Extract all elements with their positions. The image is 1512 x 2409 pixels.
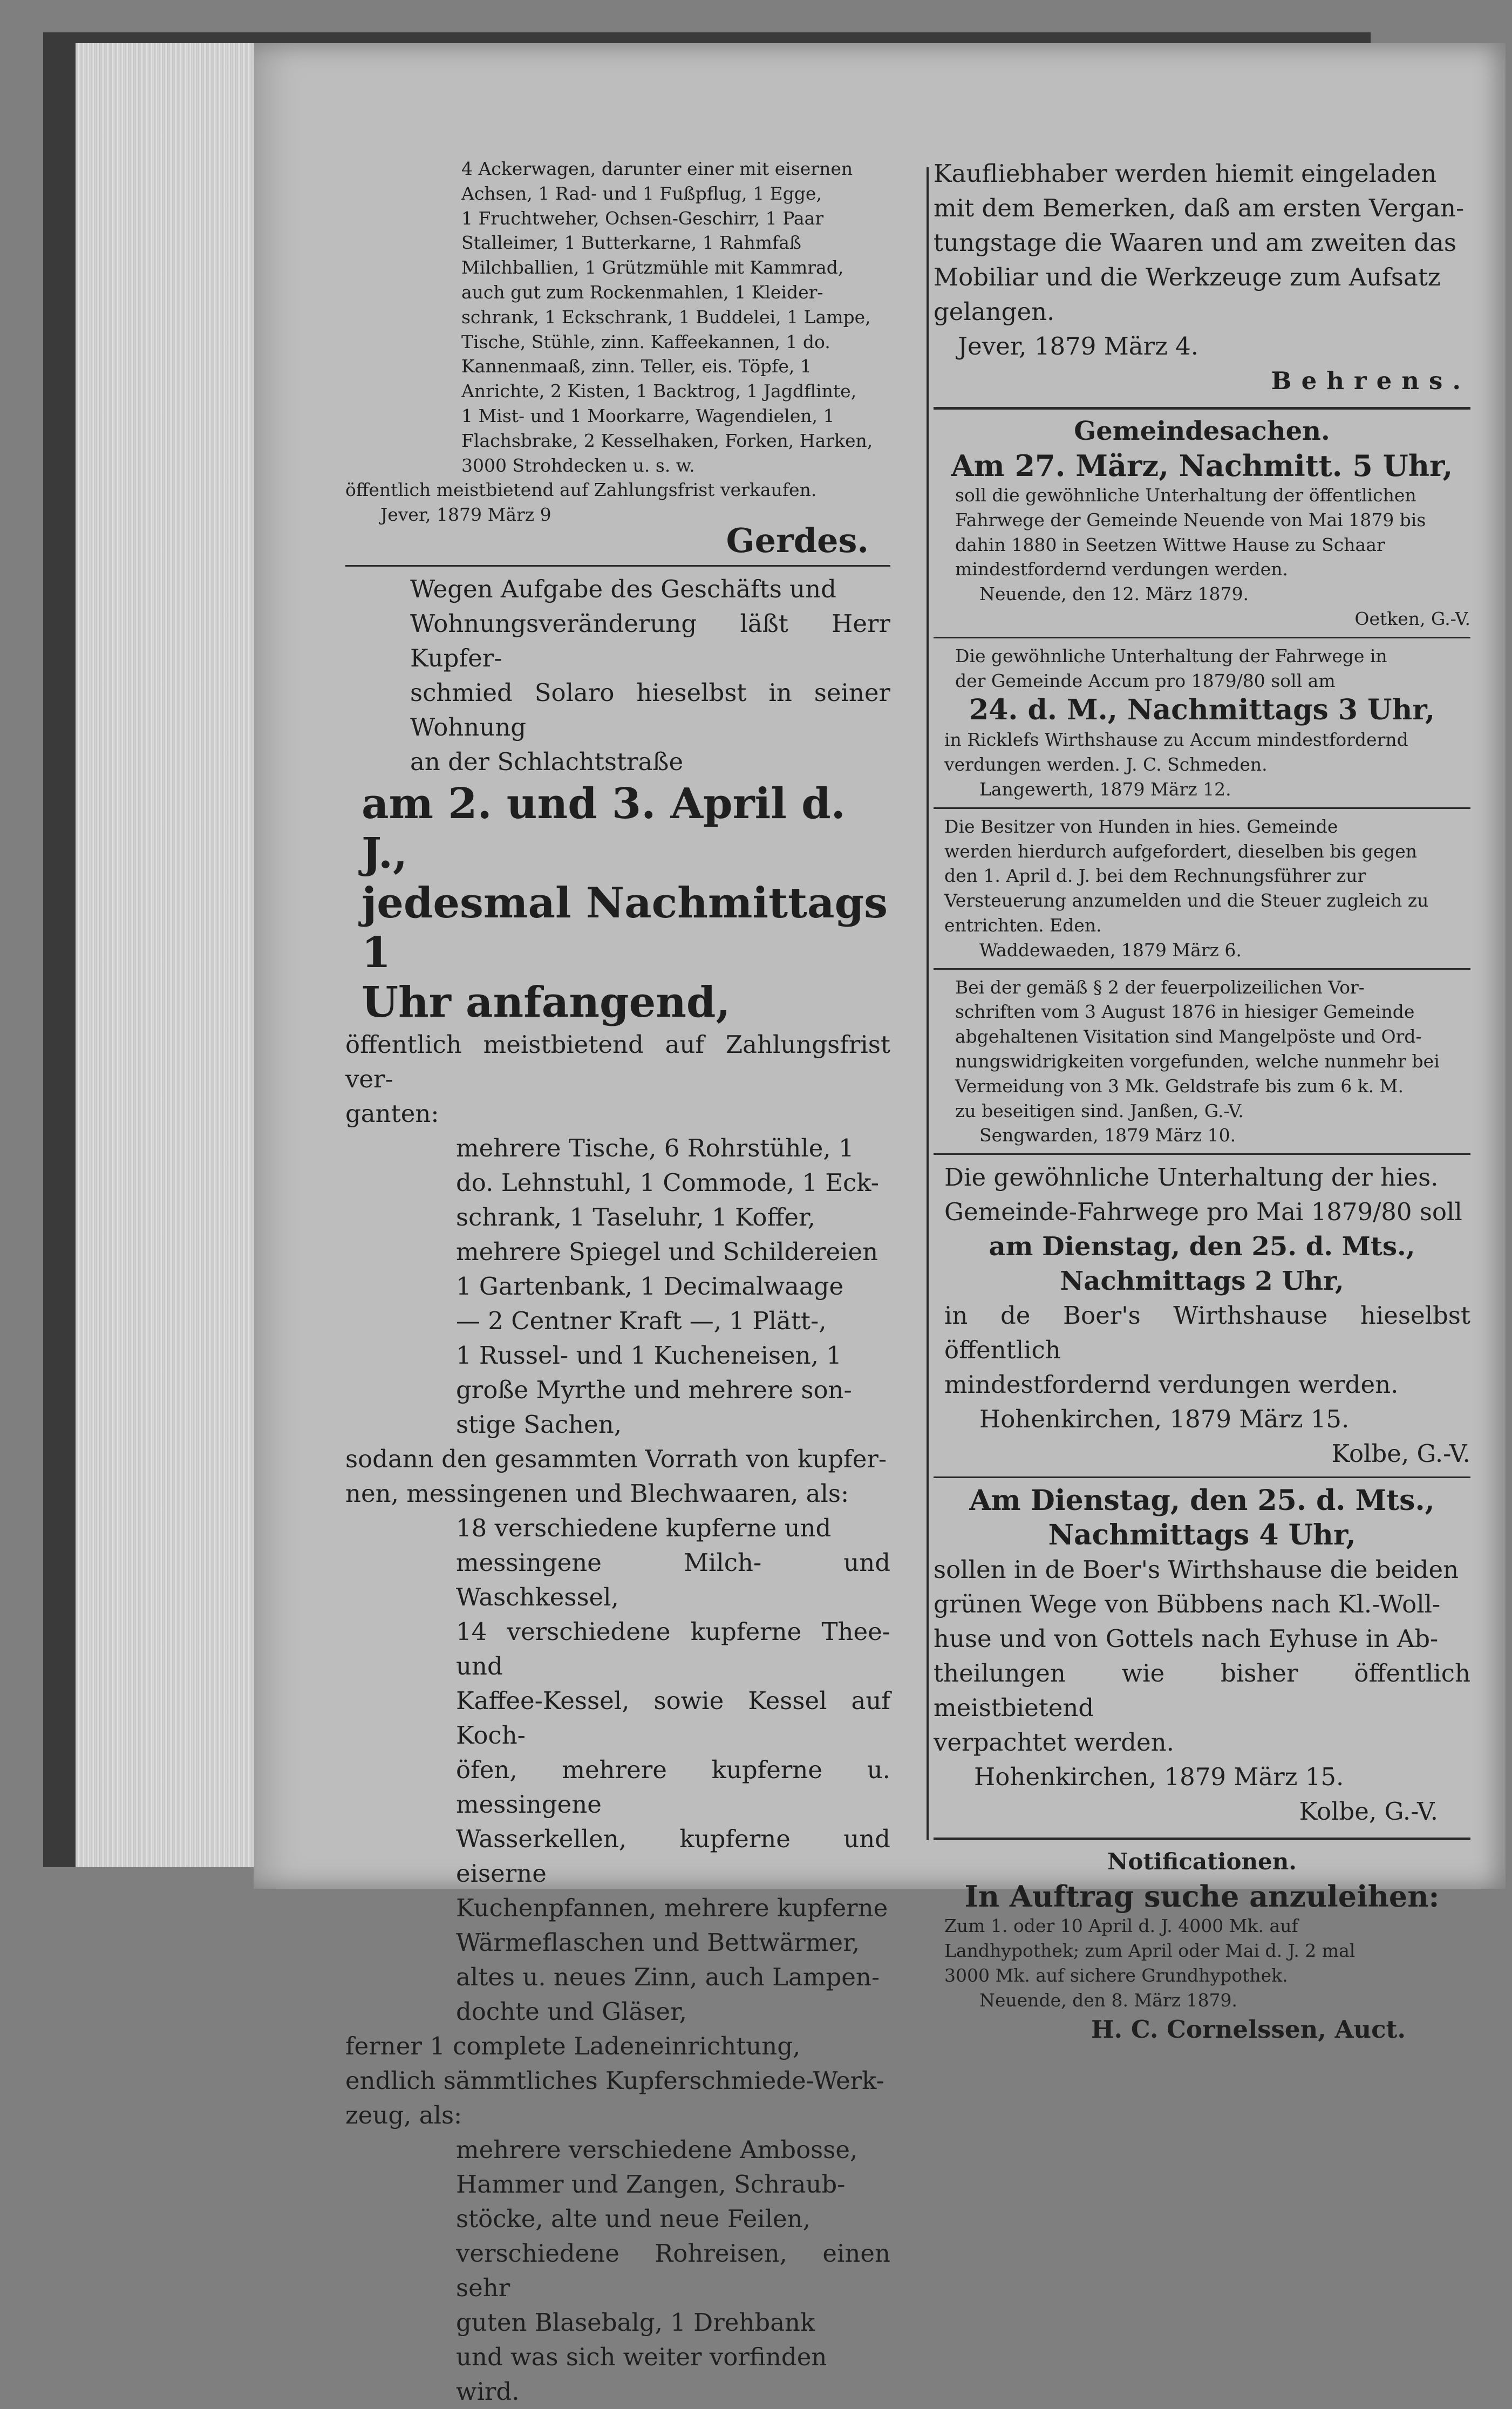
text-line: in Ricklefs Wirthshause zu Accum mindestfordernd bbox=[944, 729, 1408, 751]
text-line: und was sich weiter vorfinden bbox=[456, 2342, 827, 2371]
text-line: 14 verschiedene kupferne Thee- und bbox=[456, 1617, 890, 1680]
text-line: messingene Milch- und Waschkessel, bbox=[456, 1548, 890, 1611]
text-line: sollen in de Boer's Wirthshause die beiden bbox=[934, 1555, 1459, 1584]
text-line: verschiedene Rohreisen, einen sehr bbox=[456, 2238, 890, 2302]
text-line: endlich sämmtliches Kupferschmiede-Werk- bbox=[345, 2066, 884, 2095]
separator bbox=[934, 807, 1470, 809]
separator bbox=[345, 565, 890, 567]
ad6-signature: Kolbe, G.-V. bbox=[1299, 1797, 1438, 1826]
text-line: 1 Russel- und 1 Kucheneisen, 1 bbox=[456, 1340, 842, 1370]
text-line: Vermeidung von 3 Mk. Geldstrafe bis zum 6 k. M. bbox=[955, 1075, 1404, 1097]
column-divider bbox=[927, 167, 929, 1840]
text-line: jedesmal Nachmittags 1 bbox=[362, 878, 888, 977]
ad3-date: Waddewaeden, 1879 März 6. bbox=[979, 939, 1242, 961]
text-line: verpachtet werden. bbox=[934, 1728, 1174, 1757]
text-line: stige Sachen, bbox=[456, 1410, 622, 1439]
ad1-text bbox=[934, 483, 1470, 582]
text-line: entrichten. Eden. bbox=[944, 914, 1102, 936]
text-line: ganten: bbox=[345, 1099, 439, 1128]
ad2-text bbox=[934, 644, 1470, 693]
text-line: Zum 1. oder 10 April d. J. 4000 Mk. auf bbox=[944, 1915, 1298, 1937]
separator bbox=[934, 1153, 1470, 1155]
ad1-date: Neuende, den 12. März 1879. bbox=[979, 583, 1249, 605]
date-jever: Jever, 1879 März 4. bbox=[958, 332, 1199, 360]
text-line: schmied Solaro hieselbst in seiner Wohnung bbox=[410, 678, 890, 741]
text-line: mehrere Tische, 6 Rohrstühle, 1 bbox=[456, 1133, 854, 1162]
text-line: Am Dienstag, den 25. d. Mts., bbox=[969, 1484, 1435, 1517]
text-line: mehrere Spiegel und Schildereien bbox=[456, 1237, 878, 1266]
text-line: Kuchenpfannen, mehrere kupferne bbox=[456, 1893, 888, 1922]
ad1-headline: Am 27. März, Nachmitt. 5 Uhr, bbox=[951, 448, 1453, 483]
text-line: Hammer und Zangen, Schraub- bbox=[456, 2169, 846, 2199]
text-line: Stalleimer, 1 Butterkarne, 1 Rahmfaß bbox=[461, 232, 801, 254]
ad7-text bbox=[934, 1914, 1470, 1988]
ad2-date: Langewerth, 1879 März 12. bbox=[979, 778, 1231, 800]
text-line: gelangen. bbox=[934, 297, 1055, 326]
text-line: nungswidrigkeiten vorgefunden, welche nunmehr bei bbox=[955, 1050, 1440, 1072]
section-gemeindesachen: Gemeindesachen. bbox=[1074, 416, 1330, 446]
text-line: Nachmittags 4 Uhr, bbox=[1048, 1519, 1356, 1552]
text-line: huse und von Gottels nach Eyhuse in Ab- bbox=[934, 1624, 1439, 1653]
text-line: Achsen, 1 Rad- und 1 Fußpflug, 1 Egge, bbox=[461, 182, 822, 204]
section-notificationen: Notificationen. bbox=[1107, 1848, 1297, 1875]
text-line: Fahrwege der Gemeinde Neuende von Mai 1879 bis bbox=[955, 509, 1426, 530]
text-line: zu beseitigen sind. Janßen, G.-V. bbox=[955, 1100, 1244, 1121]
separator bbox=[934, 1476, 1470, 1478]
text-line: der Gemeinde Accum pro 1879/80 soll am bbox=[955, 670, 1336, 691]
text-line: 1 Fruchtweher, Ochsen-Geschirr, 1 Paar bbox=[461, 207, 824, 229]
text-line: Landhypothek; zum April oder Mai d. J. 2 mal bbox=[944, 1940, 1356, 1961]
signature-behrens: Behrens. bbox=[1271, 366, 1470, 395]
text-line: große Myrthe und mehrere son- bbox=[456, 1375, 852, 1404]
right-column bbox=[934, 156, 1470, 2047]
text-line: verdungen werden. J. C. Schmeden. bbox=[944, 754, 1268, 775]
ad4-date: Sengwarden, 1879 März 10. bbox=[979, 1125, 1236, 1146]
text-line: am Dienstag, den 25. d. Mts., bbox=[989, 1231, 1415, 1262]
text-line: dochte und Gläser, bbox=[456, 1997, 687, 2026]
ad7-headline: In Auftrag suche anzuleihen: bbox=[964, 1879, 1440, 1914]
text-line: Die gewöhnliche Unterhaltung der hies. bbox=[944, 1163, 1439, 1192]
text-line: am 2. und 3. April d. J., bbox=[362, 779, 846, 878]
intro-text bbox=[345, 572, 890, 779]
text-line: mindestfordernd verdungen werden. bbox=[955, 559, 1289, 580]
signature-gerdes: Gerdes. bbox=[726, 520, 869, 560]
text-line: schrank, 1 Taseluhr, 1 Koffer, bbox=[456, 1202, 815, 1231]
text-line: 1 Mist- und 1 Moorkarre, Wagendielen, 1 bbox=[461, 405, 835, 426]
text-line: mindestfordernd verdungen werden. bbox=[944, 1370, 1399, 1399]
then-text bbox=[345, 1442, 890, 1511]
ad5-headline bbox=[934, 1229, 1470, 1298]
text-line: theilungen wie bisher öffentlich meistbietend bbox=[934, 1659, 1470, 1723]
text-line: auch gut zum Rockenmahlen, 1 Kleider- bbox=[461, 281, 823, 303]
ad5-signature: Kolbe, G.-V. bbox=[1331, 1439, 1470, 1468]
ad6-date: Hohenkirchen, 1879 März 15. bbox=[974, 1762, 1344, 1792]
text-line: werden hierdurch aufgefordert, dieselben bis gegen bbox=[944, 840, 1418, 862]
text-line: Nachmittags 2 Uhr, bbox=[1060, 1266, 1344, 1297]
text-line: 1 Gartenbank, 1 Decimalwaage bbox=[456, 1271, 844, 1301]
text-line: — 2 Centner Kraft —, 1 Plätt-, bbox=[456, 1306, 827, 1335]
page-edges bbox=[76, 43, 270, 1867]
sell-intro bbox=[345, 1027, 890, 1131]
text-line: Wasserkellen, kupferne und eiserne bbox=[456, 1824, 890, 1888]
sell-line: öffentlich meistbietend auf Zahlungsfrist verkaufen. bbox=[345, 479, 817, 501]
text-line: 3000 Strohdecken u. s. w. bbox=[461, 454, 695, 476]
text-line: Kaffee-Kessel, sowie Kessel auf Koch- bbox=[456, 1686, 890, 1750]
separator bbox=[934, 1838, 1470, 1840]
text-line: Milchballien, 1 Grützmühle mit Kammrad, bbox=[461, 257, 844, 278]
text-line: dahin 1880 in Seetzen Wittwe Hause zu Schaar bbox=[955, 534, 1385, 555]
text-line: 3000 Mk. auf sichere Grundhypothek. bbox=[944, 1964, 1288, 1986]
text-line: schrank, 1 Eckschrank, 1 Buddelei, 1 Lampe, bbox=[461, 306, 871, 328]
items-tools bbox=[345, 2133, 890, 2409]
buyers-intro bbox=[934, 156, 1470, 329]
ad5-text-2 bbox=[934, 1298, 1470, 1402]
items-furniture bbox=[345, 1131, 890, 1442]
text-line: Gemeinde-Fahrwege pro Mai 1879/80 soll bbox=[944, 1197, 1462, 1227]
ad4-text bbox=[934, 975, 1470, 1124]
text-line: Tische, Stühle, zinn. Kaffeekannen, 1 do. bbox=[461, 331, 830, 352]
text-line: grünen Wege von Bübbens nach Kl.-Woll- bbox=[934, 1590, 1441, 1619]
text-line: 4 Ackerwagen, darunter einer mit eisernen bbox=[461, 158, 853, 179]
text-line: Die gewöhnliche Unterhaltung der Fahrwege in bbox=[955, 645, 1387, 666]
text-line: soll die gewöhnliche Unterhaltung der öffentlichen bbox=[955, 485, 1416, 506]
ad6-text bbox=[934, 1553, 1470, 1760]
text-line: Wegen Aufgabe des Geschäfts und bbox=[410, 574, 836, 603]
text-line: Die Besitzer von Hunden in hies. Gemeinde bbox=[944, 815, 1338, 837]
text-line: Mobiliar und die Werkzeuge zum Aufsatz bbox=[934, 263, 1441, 291]
text-line: den 1. April d. J. bei dem Rechnungsführer zur bbox=[944, 865, 1366, 887]
text-line: guten Blasebalg, 1 Drehbank bbox=[456, 2308, 815, 2337]
items-copper bbox=[345, 1511, 890, 2029]
text-line: tungstage die Waaren und am zweiten das bbox=[934, 228, 1457, 257]
separator bbox=[934, 637, 1470, 638]
text-line: altes u. neues Zinn, auch Lampen- bbox=[456, 1962, 880, 1991]
ad5-text bbox=[934, 1160, 1470, 1229]
left-column bbox=[345, 156, 890, 2409]
text-line: Kannenmaaß, zinn. Teller, eis. Töpfe, 1 bbox=[461, 356, 812, 377]
ad1-signature: Oetken, G.-V. bbox=[1354, 608, 1470, 629]
text-line: mit dem Bemerken, daß am ersten Vergan- bbox=[934, 194, 1465, 222]
text-line: stöcke, alte und neue Feilen, bbox=[456, 2204, 811, 2233]
text-line: in de Boer's Wirthshause hieselbst öffentlich bbox=[944, 1301, 1470, 1365]
text-line: Wohnungsveränderung läßt Herr Kupfer- bbox=[410, 609, 890, 672]
separator bbox=[934, 968, 1470, 970]
text-line: Anrichte, 2 Kisten, 1 Backtrog, 1 Jagdflinte, bbox=[461, 380, 857, 402]
text-line: wird. bbox=[456, 2377, 520, 2406]
text-line: Bei der gemäß § 2 der feuerpolizeilichen Vor- bbox=[955, 976, 1365, 998]
ad6-headline bbox=[934, 1483, 1470, 1553]
text-line: nen, messingenen und Blechwaaren, als: bbox=[345, 1479, 849, 1508]
text-line: öffentlich meistbietend auf Zahlungsfrist ver- bbox=[345, 1030, 890, 1093]
text-line: mehrere verschiedene Ambosse, bbox=[456, 2135, 858, 2164]
ad2-text-2 bbox=[934, 727, 1470, 777]
text-line: do. Lehnstuhl, 1 Commode, 1 Eck- bbox=[456, 1168, 879, 1197]
ad2-headline: 24. d. M., Nachmittags 3 Uhr, bbox=[969, 693, 1435, 727]
further-text bbox=[345, 2029, 890, 2133]
text-line: Wärmeflaschen und Bettwärmer, bbox=[456, 1928, 860, 1957]
text-line: Kaufliebhaber werden hiemit eingeladen bbox=[934, 159, 1437, 188]
separator bbox=[934, 407, 1470, 410]
text-line: abgehaltenen Visitation sind Mangelpöste und Ord- bbox=[955, 1026, 1422, 1047]
ad3-text bbox=[934, 814, 1470, 938]
text-line: zeug, als: bbox=[345, 2100, 462, 2129]
text-line: Uhr anfangend, bbox=[362, 977, 731, 1027]
text-line: Flachsbrake, 2 Kesselhaken, Forken, Harken, bbox=[461, 430, 873, 451]
ad7-signature: H. C. Cornelssen, Auct. bbox=[1091, 2015, 1406, 2044]
headline bbox=[345, 779, 890, 1027]
text-line: 18 verschiedene kupferne und bbox=[456, 1513, 832, 1542]
date-line: Jever, 1879 März 9 bbox=[380, 504, 551, 526]
auction-list bbox=[345, 156, 890, 478]
text-line: ferner 1 complete Ladeneinrichtung, bbox=[345, 2031, 801, 2060]
text-line: an der Schlachtstraße bbox=[410, 747, 684, 776]
text-line: Versteuerung anzumelden und die Steuer zugleich zu bbox=[944, 890, 1429, 911]
text-line: sodann den gesammten Vorrath von kupfer- bbox=[345, 1444, 887, 1473]
text-line: öfen, mehrere kupferne u. messingene bbox=[456, 1755, 890, 1819]
ad5-date: Hohenkirchen, 1879 März 15. bbox=[979, 1405, 1350, 1434]
text-line: schriften vom 3 August 1876 in hiesiger Gemeinde bbox=[955, 1001, 1415, 1023]
ad7-date: Neuende, den 8. März 1879. bbox=[979, 1989, 1238, 2011]
